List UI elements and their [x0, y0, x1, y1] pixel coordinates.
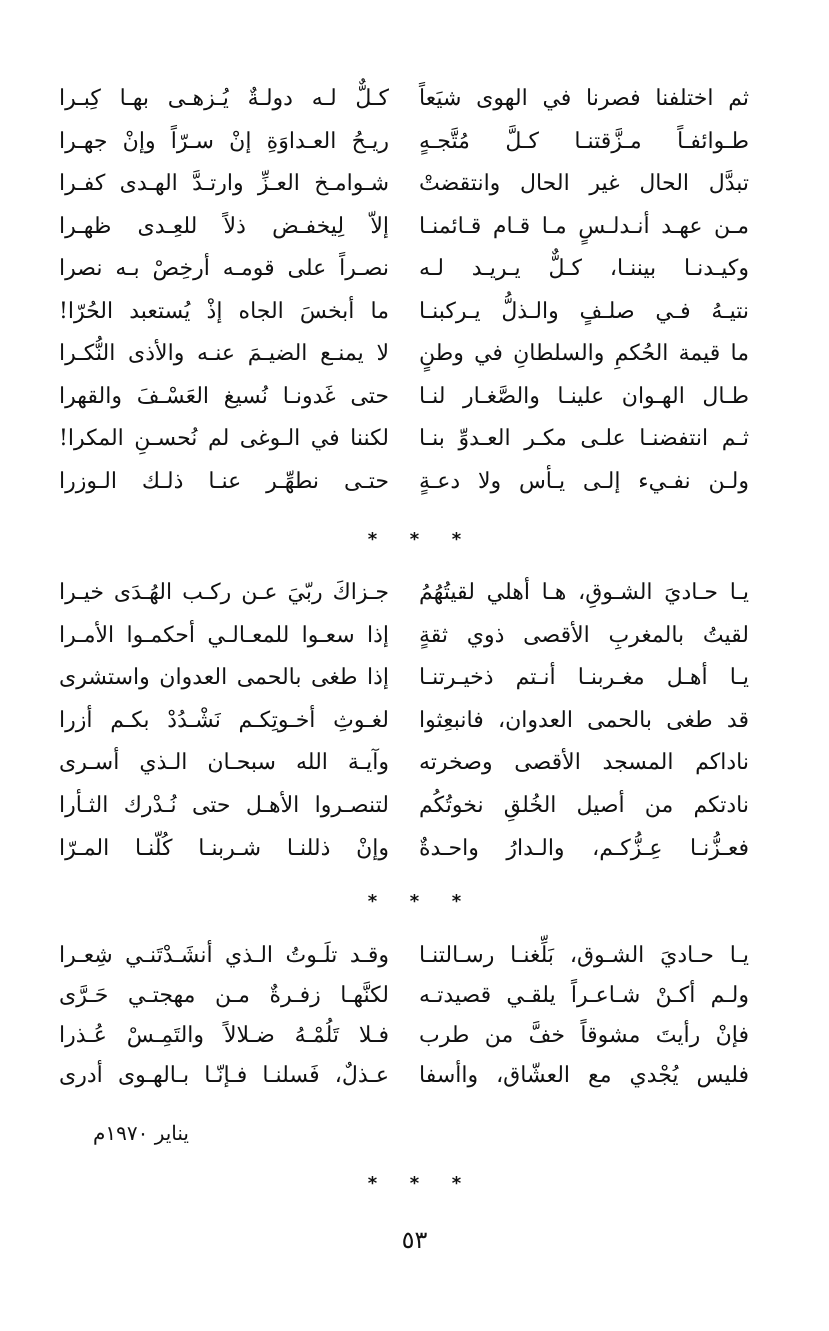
- verse-second-hemistich: إذا طغى بالحمى العدوان واستشرى: [59, 665, 389, 691]
- verse-second-hemistich: وآيـة الله سبحـان الـذي أسـرى: [59, 750, 389, 776]
- verse-first-hemistich: مـن عهـد أنـدلـسٍ مـا قـام قـائمنـا: [419, 213, 749, 239]
- verse-first-hemistich: وكيـدنـا بيننـا، كـلٌّ يـريـد لـه: [419, 256, 749, 281]
- section-separator: [0, 1168, 829, 1198]
- verse-first-hemistich: ما قيمة الحُكمِ والسلطانِ في وطنٍ: [419, 341, 749, 366]
- verse-first-hemistich: فعـزُّنـا عِـزُّكـم، والـدارُ واحـدةٌ: [419, 835, 749, 861]
- asterisk: *: [451, 890, 462, 912]
- verse-second-hemistich: عـذلٌ، فَسلنـا فـإنّـا بـالهـوى أدرى: [59, 1063, 389, 1088]
- verse: [0, 461, 829, 504]
- verse-second-hemistich: لا يمنـع الضيـمَ عنـه والأذى النُّكـرا: [59, 341, 389, 366]
- verse-first-hemistich: فليس يُجْدي مع العشّاق، واأسفا: [419, 1063, 749, 1088]
- verse-second-hemistich: إلاّ لِيخفـض ذلاً للعِـدى ظهـرا: [59, 213, 389, 239]
- asterisk: *: [451, 528, 462, 550]
- verse-second-hemistich: إذا سعـوا للمعـالـي أحكمـوا الأمـرا: [59, 622, 389, 648]
- verse-second-hemistich: لتنصـروا الأهـل حتى نُـدْرك الثـأرا: [59, 792, 389, 818]
- verse: [0, 785, 829, 828]
- verse: [0, 572, 829, 615]
- verse: [0, 121, 829, 164]
- verse-second-hemistich: ما أبخسَ الجاه إذْ يُستعبد الحُرّا!: [59, 298, 389, 324]
- verse-second-hemistich: لكنَّهـا زفـرةٌ مـن مهجتـي حَـرَّى: [59, 983, 389, 1008]
- verse-second-hemistich: ريـحُ العـداوَةِ إنْ سـرّاً وإنْ جهـرا: [59, 128, 389, 154]
- verse-second-hemistich: حتـى نطهِّـر عنـا ذلـك الـوزرا: [59, 468, 389, 494]
- verse-second-hemistich: حتى غَدونـا نُسيغ العَسْـفَ والقهرا: [59, 383, 389, 409]
- verse: [0, 975, 829, 1015]
- verse: [0, 1015, 829, 1055]
- verse-second-hemistich: شـوامـخ العـزِّ وارتـدَّ الهـدى كفـرا: [59, 171, 389, 196]
- asterisk: *: [451, 1172, 462, 1194]
- verse-first-hemistich: يـا حـاديَ الشـوق، بَلِّغنـا رسـالتنـا: [419, 943, 749, 968]
- verse: [0, 376, 829, 419]
- page-number: ٥٣: [401, 1226, 428, 1254]
- verse-first-hemistich: نتيـهُ فـي صلـفٍ والـذلُّ يـركبنـا: [419, 298, 749, 324]
- verse-first-hemistich: ولـم أكـنْ شـاعـراً يلقـي قصيدتـه: [419, 983, 749, 1008]
- verse-first-hemistich: تبدَّل الحال غير الحال وانتقضتْ: [419, 171, 749, 196]
- verse-first-hemistich: ناداكم المسجد الأقصى وصخرته: [419, 750, 749, 776]
- verse-second-hemistich: نصـراً على قومـه أرخِصْ بـه نصرا: [59, 256, 389, 281]
- verse: [0, 206, 829, 249]
- verse-first-hemistich: يـا حـاديَ الشـوقِ، هـا أهلي لقيتُهُمُ: [419, 580, 749, 605]
- asterisk: *: [409, 890, 420, 912]
- verse-second-hemistich: جـزاكَ ربّيَ عـن ركـب الهُـدَى خيـرا: [59, 580, 389, 605]
- verse-first-hemistich: طـوائفـاً مـزَّقتنـا كـلَّ مُتَّجـهٍ: [419, 128, 749, 154]
- verse-first-hemistich: ثـم انتفضنـا علـى مكـر العـدوِّ بنـا: [419, 426, 749, 451]
- verse-first-hemistich: طـال الهـوان علينـا والصَّغـار لنـا: [419, 383, 749, 409]
- verse-second-hemistich: فـلا تَلُمْـهُ ضـلالاً والتَمِـسْ عُـذرا: [59, 1023, 389, 1048]
- verse: [0, 935, 829, 975]
- verse-first-hemistich: نادتكم من أصيل الخُلقِ نخوتُكُم: [419, 792, 749, 818]
- asterisk: *: [367, 528, 378, 550]
- verse-second-hemistich: كـلٌّ لـه دولـةٌ يُـزهـى بهـا كِبـرا: [59, 86, 389, 111]
- verse-first-hemistich: قد طغى بالحمى العدوان، فانبعِثوا: [419, 707, 749, 733]
- verse: [0, 615, 829, 658]
- verse: [0, 828, 829, 871]
- verse: [0, 742, 829, 785]
- verse-second-hemistich: لغـوثِ أخـوتِكـم نَشْـدُدْ بكـم أزرا: [59, 707, 389, 733]
- asterisk: *: [367, 1172, 378, 1194]
- poem-date: يناير ١٩٧٠م: [92, 1121, 189, 1145]
- verse: [0, 418, 829, 461]
- verse-first-hemistich: لقيتُ بالمغربِ الأقصى ذوي ثقةٍ: [419, 622, 749, 648]
- poem-stanza-1: [0, 78, 829, 503]
- verse: [0, 657, 829, 700]
- verse: [0, 333, 829, 376]
- verse: [0, 1055, 829, 1095]
- poem-stanza-2: [0, 572, 829, 870]
- verse-first-hemistich: ولـن نفـيء إلـى يـأس ولا دعـةٍ: [419, 468, 749, 494]
- asterisk: *: [367, 890, 378, 912]
- asterisk: *: [409, 528, 420, 550]
- verse: [0, 78, 829, 121]
- section-separator: [0, 524, 829, 554]
- verse-second-hemistich: لكننا في الـوغى لم نُحسـنِ المكرا!: [59, 426, 389, 451]
- section-separator: [0, 886, 829, 916]
- verse-second-hemistich: وقـد تلَـوتُ الـذي أنشَـدْتَنـي شِعـرا: [59, 943, 389, 968]
- verse: [0, 248, 829, 291]
- verse: [0, 700, 829, 743]
- asterisk: *: [409, 1172, 420, 1194]
- verse-first-hemistich: ثم اختلفنا فصرنا في الهوى شيَعاً: [419, 86, 749, 111]
- verse: [0, 163, 829, 206]
- verse: [0, 291, 829, 334]
- verse-first-hemistich: فإنْ رأيتَ مشوقاً خفَّ من طرب: [419, 1023, 749, 1048]
- verse-second-hemistich: وإنْ ذللنـا شـربنـا كُلّنـا المـرّا: [59, 835, 389, 861]
- verse-first-hemistich: يـا أهـل مغـربنـا أنـتم ذخيـرتنـا: [419, 665, 749, 691]
- poem-stanza-3: [0, 935, 829, 1095]
